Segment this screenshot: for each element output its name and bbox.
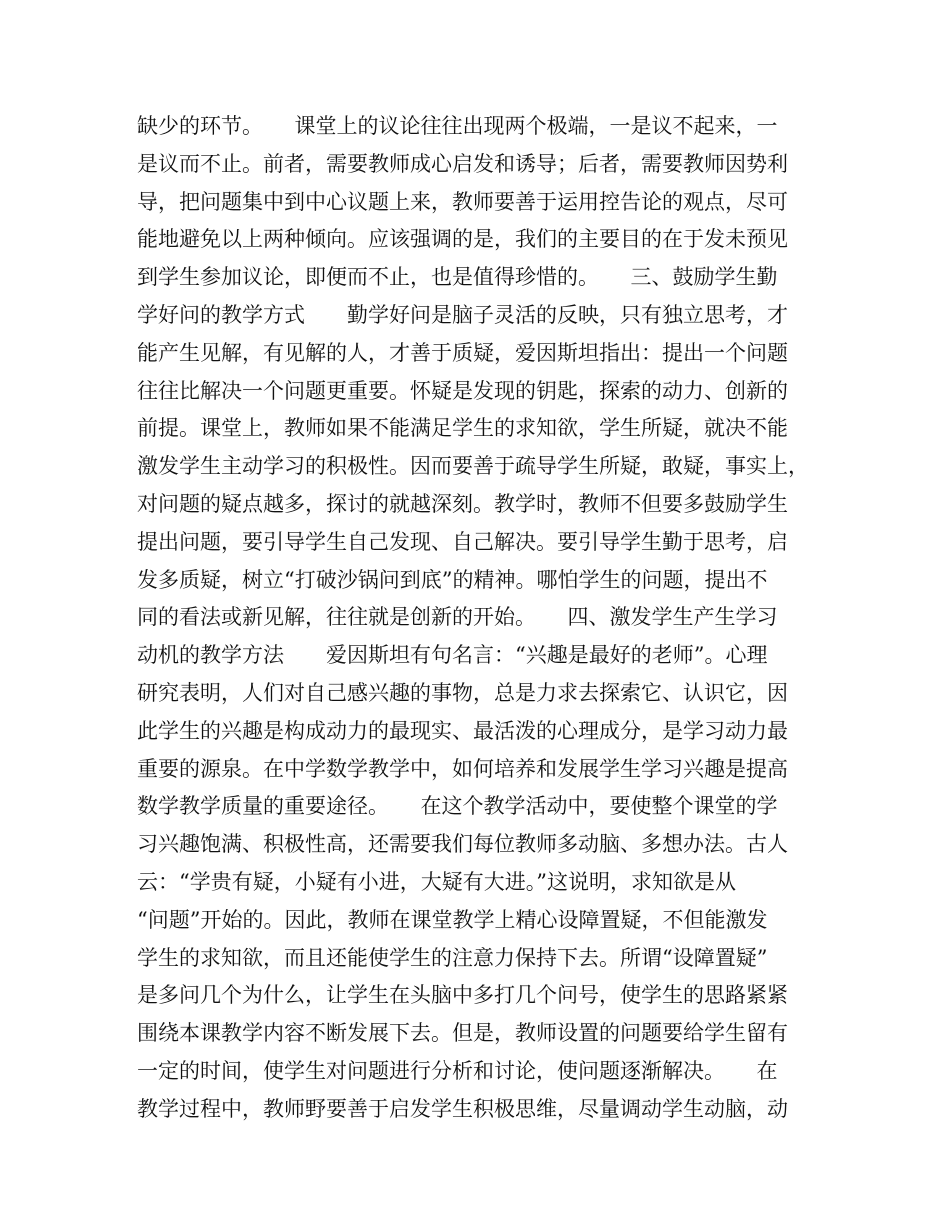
text-line: 研究表明，人们对自己感兴趣的事物，总是力求去探索它、认识它，因 — [137, 680, 788, 705]
text-line: 发多质疑，树立“打破沙锅问到底”的精神。哪怕学生的问题，提出不 — [137, 567, 768, 592]
text-line: 云：“学贵有疑，小疑有小进，大疑有大进。”这说明，求知欲是从 — [137, 869, 736, 894]
text-line: 提出问题，要引导学生自己发现、自己解决。要引导学生勤于思考，启 — [137, 529, 788, 554]
text-line: 前提。课堂上，教师如果不能满足学生的求知欲，学生所疑，就决不能 — [137, 416, 788, 441]
text-line: 动机的教学方法 爱因斯坦有句名言：“兴趣是最好的老师”。心理 — [137, 643, 768, 668]
text-line: 一定的时间，使学生对问题进行分析和讨论，使问题逐渐解决。 在 — [137, 1058, 778, 1083]
text-line: 重要的源泉。在中学数学教学中，如何培养和发展学生学习兴趣是提高 — [137, 756, 788, 781]
text-line: “问题”开始的。因此，教师在课堂教学上精心设障置疑，不但能激发 — [137, 907, 768, 932]
text-line: 激发学生主动学习的积极性。因而要善于疏导学生所疑，敢疑，事实上， — [137, 454, 809, 479]
text-line: 是多问几个为什么，让学生在头脑中多打几个问号，使学生的思路紧紧 — [137, 983, 788, 1008]
text-line: 围绕本课教学内容不断发展下去。但是，教师设置的问题要给学生留有 — [137, 1021, 788, 1046]
text-line: 学好问的教学方式 勤学好问是脑子灵活的反映，只有独立思考，才 — [137, 302, 788, 327]
text-line: 此学生的兴趣是构成动力的最现实、最活泼的心理成分，是学习动力最 — [137, 718, 788, 743]
body-text — [137, 108, 827, 1129]
text-line: 往往比解决一个问题更重要。怀疑是发现的钥匙，探索的动力、创新的 — [137, 378, 788, 403]
text-line: 数学教学质量的重要途径。 在这个教学活动中，要使整个课堂的学 — [137, 794, 778, 819]
text-line: 习兴趣饱满、积极性高，还需要我们每位教师多动脑、多想办法。古人 — [137, 832, 788, 857]
text-line: 能地避免以上两种倾向。应该强调的是，我们的主要目的在于发未预见 — [137, 227, 788, 252]
text-line: 是议而不止。前者，需要教师成心启发和诱导；后者，需要教师因势利 — [137, 151, 788, 176]
text-line: 导，把问题集中到中心议题上来，教师要善于运用控告论的观点，尽可 — [137, 189, 788, 214]
text-line: 到学生参加议论，即便而不止，也是值得珍惜的。 三、鼓励学生勤 — [137, 265, 778, 290]
text-line: 对问题的疑点越多，探讨的就越深刻。教学时，教师不但要多鼓励学生 — [137, 491, 788, 516]
text-line: 教学过程中，教师野要善于启发学生积极思维，尽量调动学生动脑，动 — [137, 1096, 788, 1121]
text-line: 能产生见解，有见解的人，才善于质疑，爱因斯坦指出：提出一个问题 — [137, 340, 788, 365]
text-line: 缺少的环节。 课堂上的议论往往出现两个极端，一是议不起来，一 — [137, 114, 778, 138]
text-line: 同的看法或新见解，往往就是创新的开始。 四、激发学生产生学习 — [137, 605, 778, 630]
text-line: 学生的求知欲，而且还能使学生的注意力保持下去。所谓“设障置疑” — [137, 945, 768, 970]
